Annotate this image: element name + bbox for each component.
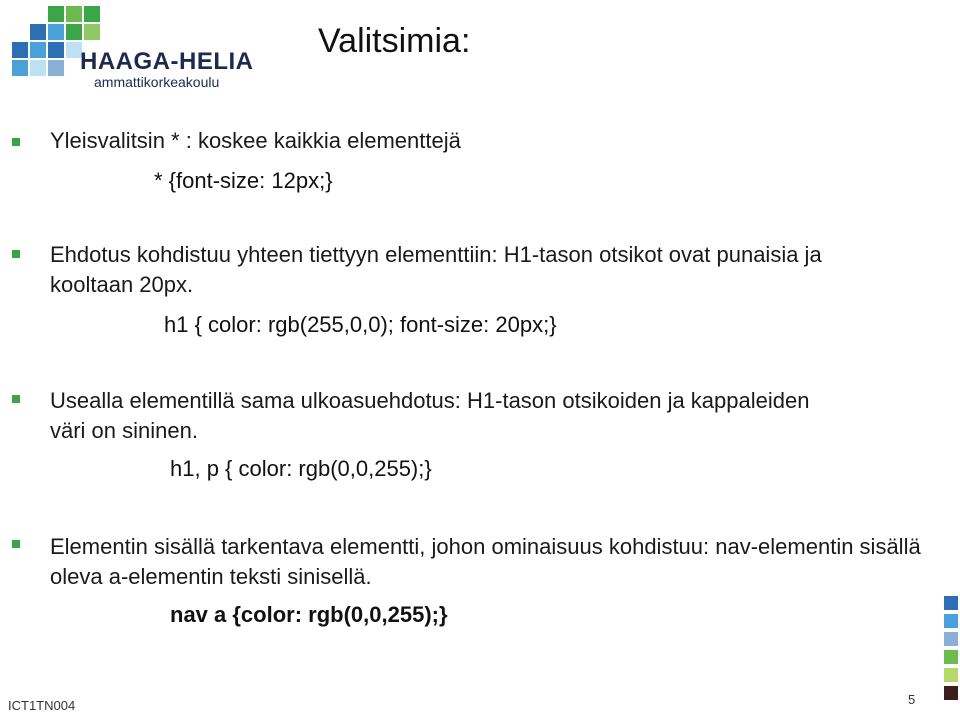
bullet-text: Usealla elementillä sama ulkoasuehdotus: H1-tason otsikoiden ja kappaleiden väri on sininen. — [50, 388, 810, 443]
code-example: * {font-size: 12px;} — [154, 168, 333, 193]
bullet-marker — [12, 540, 20, 548]
page-number: 5 — [908, 692, 916, 707]
bullet-text: Ehdotus kohdistuu yhteen tiettyyn elementtiin: H1-tason otsikot ovat punaisia ja kooltaan 20px. — [50, 242, 822, 297]
code-example: h1 { color: rgb(255,0,0); font-size: 20px;} — [164, 312, 557, 337]
bullet-marker — [12, 138, 20, 146]
course-code: ICT1TN004 — [8, 698, 76, 713]
bullet-text: Elementin sisällä tarkentava elementti, johon ominaisuus kohdistuu: nav-elementin sisällä oleva a-elementin teksti sinisellä. — [50, 534, 921, 589]
logo-subtitle: ammattikorkeakoulu — [94, 74, 220, 90]
code-example: h1, p { color: rgb(0,0,255);} — [170, 456, 432, 481]
logo-name: HAAGA-HELIA — [80, 48, 254, 75]
code-example: nav a {color: rgb(0,0,255);} — [170, 602, 448, 627]
bullet-text: Yleisvalitsin * : koskee kaikkia elementtejä — [50, 128, 461, 153]
bullet-marker — [12, 250, 20, 258]
slide-title: Valitsimia: — [318, 22, 471, 60]
haaga-helia-logo — [4, 6, 254, 96]
bullet-marker — [12, 395, 20, 403]
